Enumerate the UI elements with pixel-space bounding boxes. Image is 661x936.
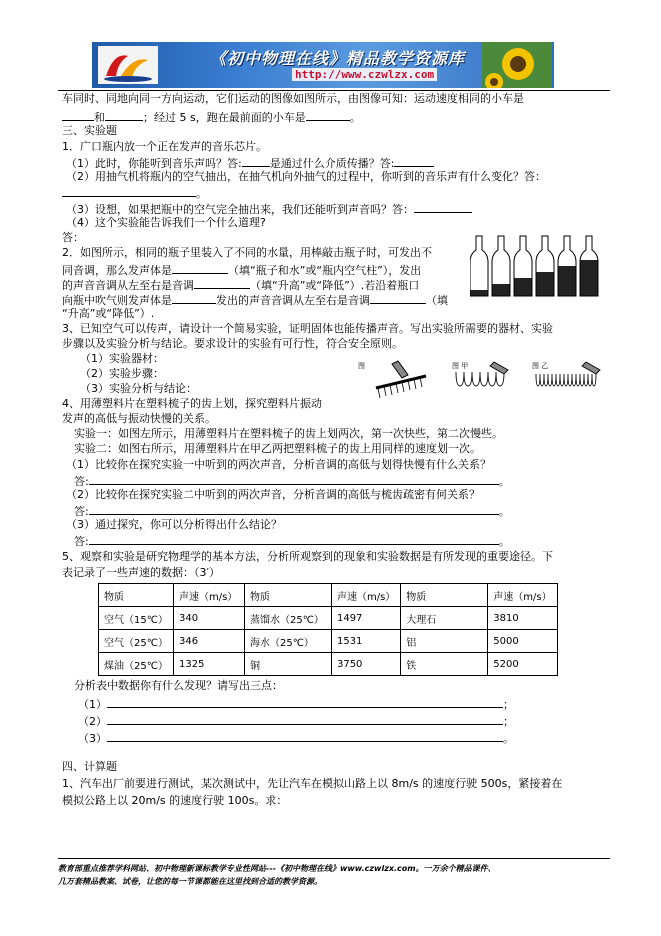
q2-line-5: “升高”或“降低”）. (62, 307, 155, 320)
footer-line-1: 教育部重点推荐学科网站、初中物理新课标教学专业性网站---《初中物理在线》www.czwlzx.com。一万余个精品课件、 (58, 864, 496, 873)
q1-sub2: （2）用抽气机将瓶内的空气抽出，在抽气机向外抽气的过程中，你听到的音乐声有什么变化？答： (66, 170, 546, 183)
blank[interactable] (62, 185, 196, 197)
table-header-cell: 声速（m/s） (331, 584, 400, 607)
answer-line[interactable] (107, 730, 503, 742)
answer-line[interactable] (89, 503, 499, 515)
intro-line-1: 车同时、同地向同一方向运动，它们运动的图像如图所示，由图像可知：运动速度相同的小车是 (62, 92, 524, 105)
q4-line-1: 4、用薄塑料片在塑料梳子的齿上划，探究塑料片振动 (62, 397, 322, 410)
q4-sub3: （3）通过探究，你可以分析得出什么结论？ (66, 518, 282, 531)
q2-line-1: 2．如图所示，相同的瓶子里装入了不同的水量，用棒敲击瓶子时，可发出不 (62, 246, 432, 259)
sunflower-icon (482, 42, 552, 88)
answer-line[interactable] (89, 473, 499, 485)
q5-line-2: 表记录了一些声速的数据：（3′） (62, 566, 220, 579)
table-cell: 铜 (244, 653, 331, 676)
table-cell: 5000 (488, 630, 557, 653)
q3-item-2: （2）实验步骤： (80, 367, 164, 380)
q4-experiment-1: 实验一：如图左所示，用薄塑料片在塑料梳子的齿上划两次，第一次快些，第二次慢些。 (74, 427, 503, 440)
banner-title: 《初中物理在线》精品教学资源库 (210, 49, 466, 68)
table-cell: 346 (173, 630, 244, 653)
answer-line[interactable] (107, 696, 503, 708)
q5-finding-2: （2） ； (78, 715, 514, 728)
q2-line-2: 同音调，那么发声体是 （填“瓶子和水”或“瓶内空气柱”），发出 (62, 264, 422, 277)
q2-line-3: 的声音音调从左至右是音调 （填“升高”或“降低”）.若沿着瓶口 (62, 279, 420, 292)
blank[interactable] (172, 262, 228, 274)
table-row (99, 607, 558, 630)
q2-line-4: 向瓶中吹气则发声体是 发出的声音音调从左至右是音调 （填 (62, 294, 448, 307)
table-header-cell: 物质 (401, 584, 488, 607)
table-header-row (99, 584, 558, 607)
q3-item-1: （1）实验器材： (80, 352, 164, 365)
footer-rule (58, 858, 610, 859)
blank[interactable] (414, 201, 472, 213)
q4-experiment-2: 实验二：如图右所示，用薄塑料片在甲乙两把塑料梳子的齿上用同样的速度划一次。 (74, 442, 481, 455)
fig-label-right-a: 图 甲 (452, 362, 469, 370)
table-cell: 3810 (488, 607, 557, 630)
blank[interactable] (105, 109, 143, 121)
table-header-cell: 物质 (244, 584, 331, 607)
comb-figures (356, 358, 610, 406)
q1-stem: 1．广口瓶内放一个正在发声的音乐芯片。 (62, 140, 267, 153)
table-row (99, 630, 558, 653)
table-header-cell: 物质 (99, 584, 174, 607)
q4-sub3-answer: 答: 。 (74, 535, 510, 548)
table-row (99, 653, 558, 676)
table-cell: 340 (173, 607, 244, 630)
answer-line[interactable] (89, 533, 499, 545)
q4-sub2-answer: 答: 。 (74, 505, 510, 518)
q1-sub1: （1）此时，你能听到音乐声吗？答: 是通过什么介质传播？答: (66, 155, 434, 171)
intro-line-2: 和 ；经过 5 s，跑在最前面的小车是 。 (62, 109, 361, 125)
blank[interactable] (394, 155, 434, 167)
q3-line-2: 步骤以及实验分析与结论。要求设计的实验有可行性，符合安全原则。 (62, 337, 403, 350)
site-logo-icon (98, 46, 158, 84)
calc-q1-line-2: 模拟公路上以 20m/s 的速度行驶 100s。求： (62, 794, 288, 807)
table-cell: 5200 (488, 653, 557, 676)
q5-prompt: 分析表中数据你有什么发现？请写出三点： (74, 679, 283, 692)
blank[interactable] (306, 109, 350, 121)
blank[interactable] (62, 109, 94, 121)
q3-line-1: 3、已知空气可以传声，请设计一个简易实验，证明固体也能传播声音。写出实验所需要的器材、实验 (62, 322, 553, 335)
header-rule (58, 90, 610, 91)
q4-sub1: （1）比较你在探究实验一中听到的两次声音，分析音调的高低与划得快慢有什么关系？ (66, 458, 491, 471)
blank[interactable] (370, 292, 426, 304)
table-cell: 铁 (401, 653, 488, 676)
blank[interactable] (194, 277, 250, 289)
footer-line-2: 几万套精品教案、试卷，让您的每一节课都能在这里找到合适的教学资源。 (58, 877, 322, 886)
section-3-heading: 三、实验题 (62, 124, 117, 137)
table-header-cell: 声速（m/s） (173, 584, 244, 607)
header-banner (92, 42, 554, 88)
table-cell: 蒸馏水（25℃） (244, 607, 331, 630)
table-header-cell: 声速（m/s） (488, 584, 557, 607)
q1-sub2-answer: 。 (62, 185, 207, 201)
sound-speed-table (98, 583, 558, 676)
q3-item-3: （3）实验分析与结论： (80, 382, 197, 395)
q1-answer-label: 答： (62, 231, 84, 244)
section-4-heading: 四、计算题 (62, 760, 117, 773)
table-cell: 1531 (331, 630, 400, 653)
table-cell: 铝 (401, 630, 488, 653)
q5-finding-3: （3） 。 (78, 732, 514, 745)
q4-line-2: 发声的高低与振动快慢的关系。 (62, 412, 216, 425)
q5-finding-1: （1） ； (78, 698, 514, 711)
table-cell: 海水（25℃） (244, 630, 331, 653)
q4-sub1-answer: 答: 。 (74, 475, 510, 488)
table-cell: 1325 (173, 653, 244, 676)
q4-sub2: （2）比较你在探究实验二中听到的两次声音，分析音调的高低与梳齿疏密有何关系？ (66, 488, 480, 501)
table-cell: 大理石 (401, 607, 488, 630)
fig-label-right-b: 图 乙 (532, 362, 549, 370)
table-cell: 空气（15℃） (99, 607, 174, 630)
bottles-figure (470, 234, 610, 298)
table-cell: 煤油（25℃） (99, 653, 174, 676)
answer-line[interactable] (107, 713, 503, 725)
blank[interactable] (242, 155, 270, 167)
table-cell: 空气（25℃） (99, 630, 174, 653)
banner-url[interactable]: http://www.czwlzx.com (292, 68, 437, 81)
blank[interactable] (172, 292, 216, 304)
calc-q1-line-1: 1、汽车出厂前要进行测试，某次测试中，先让汽车在模拟山路上以 8m/s 的速度行驶 500s，紧接着在 (62, 777, 563, 790)
q1-sub3: （3）设想，如果把瓶中的空气完全抽出来，我们还能听到声音吗？答： (66, 201, 472, 217)
table-cell: 3750 (331, 653, 400, 676)
fig-label-left: 图 (358, 362, 365, 370)
q5-line-1: 5、观察和实验是研究物理学的基本方法，分析所观察到的现象和实验数据是有所发现的重要途径。下 (62, 550, 553, 563)
q1-sub4: （4）这个实验能告诉我们一个什么道理? (66, 216, 266, 229)
table-cell: 1497 (331, 607, 400, 630)
